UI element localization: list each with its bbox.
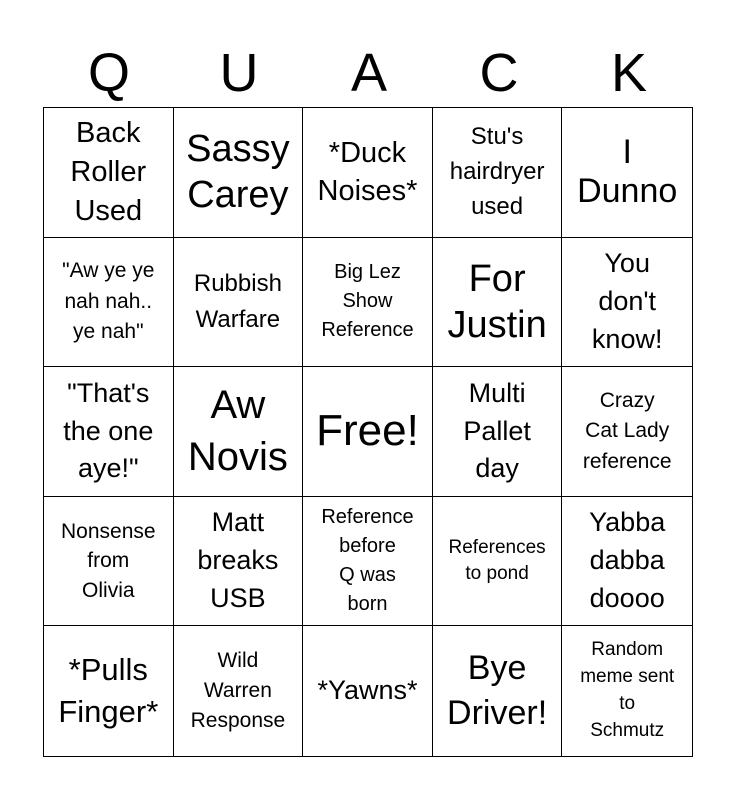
bingo-cell-r5-c1[interactable] — [44, 626, 174, 756]
cell-text: You don't know! — [591, 248, 663, 354]
bingo-cell-r1-c1[interactable] — [44, 108, 174, 238]
cell-text: Multi Pallet day — [463, 377, 531, 484]
cell-text: Aw Novis — [187, 382, 288, 480]
bingo-cell-r5-c2[interactable] — [174, 626, 304, 756]
bingo-cell-r2-c3[interactable] — [303, 238, 433, 368]
cell-text: "Aw ye ye nah nah.. ye nah" — [62, 259, 155, 344]
bingo-cell-r2-c2[interactable] — [174, 238, 304, 368]
bingo-cell-r4-c3[interactable] — [303, 497, 433, 627]
header-letter-q: Q — [87, 43, 130, 103]
cell-text: Crazy Cat Lady reference — [582, 388, 672, 473]
bingo-header — [44, 40, 694, 108]
cell-text: Reference before Q was born — [321, 506, 414, 616]
bingo-cell-r5-c3[interactable] — [303, 626, 433, 756]
cell-text: Sassy Carey — [186, 127, 290, 217]
bingo-cell-r3-c5[interactable] — [562, 367, 692, 497]
cell-text: Rubbish Warfare — [193, 269, 282, 333]
bingo-cell-r1-c4[interactable] — [433, 108, 563, 238]
cell-text: Random meme sent to Schmutz — [580, 639, 675, 742]
header-letter-u: U — [219, 43, 259, 103]
bingo-cell-r1-c2[interactable] — [174, 108, 304, 238]
bingo-cell-r2-c4[interactable] — [433, 238, 563, 368]
cell-text: I Dunno — [577, 133, 678, 211]
bingo-cell-r3-c3[interactable] — [303, 367, 433, 497]
header-letter-a: A — [350, 43, 388, 103]
bingo-cell-r2-c5[interactable] — [562, 238, 692, 368]
bingo-cell-r5-c4[interactable] — [433, 626, 563, 756]
bingo-cell-r4-c5[interactable] — [562, 497, 692, 627]
cell-text: *Yawns* — [317, 675, 418, 706]
bingo-cell-r2-c1[interactable] — [44, 238, 174, 368]
cell-text: Free! — [316, 406, 419, 456]
cell-text: Stu's hairdryer used — [449, 123, 545, 220]
cell-text: "That's the one aye!" — [63, 377, 154, 484]
cell-text: Back Roller Used — [70, 117, 147, 227]
bingo-cell-r4-c4[interactable] — [433, 497, 563, 627]
cell-text: Big Lez Show Reference — [321, 261, 414, 342]
bingo-cell-r3-c2[interactable] — [174, 367, 304, 497]
bingo-cell-r4-c1[interactable] — [44, 497, 174, 627]
bingo-cell-r3-c4[interactable] — [433, 367, 563, 497]
cell-text: Yabba dabba doooo — [589, 507, 666, 613]
header-letter-k: K — [610, 43, 648, 103]
cell-text: *Duck Noises* — [317, 136, 418, 208]
cell-text: References to pond — [448, 536, 546, 585]
bingo-cell-r1-c3[interactable] — [303, 108, 433, 238]
cell-text: Nonsense from Olivia — [61, 520, 156, 602]
bingo-cell-r1-c5[interactable] — [562, 108, 692, 238]
bingo-cell-r3-c1[interactable] — [44, 367, 174, 497]
cell-text: *Pulls Finger* — [58, 652, 159, 730]
bingo-cell-r5-c5[interactable] — [562, 626, 692, 756]
cell-text: Matt breaks USB — [197, 507, 279, 613]
cell-text: For Justin — [447, 257, 547, 346]
header-letter-c: C — [479, 43, 519, 103]
cell-text: Bye Driver! — [447, 648, 548, 733]
bingo-cell-r4-c2[interactable] — [174, 497, 304, 627]
bingo-board — [43, 107, 693, 757]
cell-text: Wild Warren Response — [190, 648, 286, 733]
